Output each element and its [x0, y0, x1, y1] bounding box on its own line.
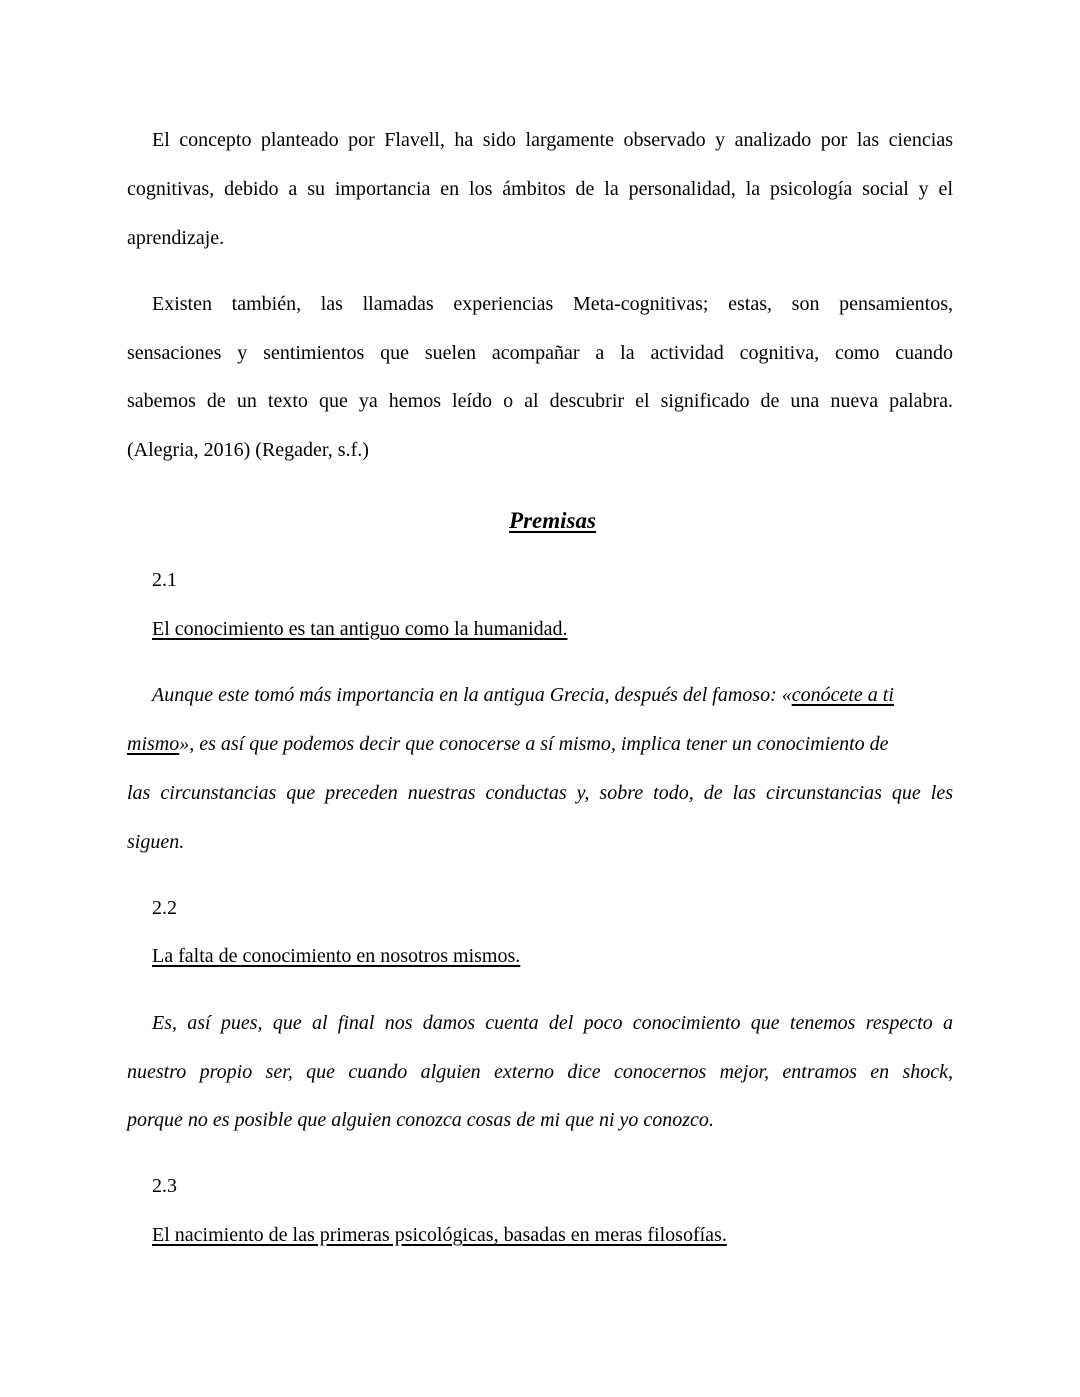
premise-2-line-1: Es, así pues, que al final nos damos cuenta del poco conocimiento que tenemos respecto a	[152, 1012, 953, 1034]
premise-1-line-3: las circunstancias que preceden nuestras conductas y, sobre todo, de las circunstancias que les	[127, 782, 953, 804]
paragraph-1-line-1: El concepto planteado por Flavell, ha sido largamente observado y analizado por las ciencias	[152, 129, 953, 151]
premise-2-line-3: porque no es posible que alguien conozca cosas de mi que ni yo conozco.	[127, 1109, 714, 1131]
premise-1-title: El conocimiento es tan antiguo como la humanidad.	[152, 618, 568, 640]
quote-link-part-2[interactable]: mismo	[127, 733, 180, 755]
premise-3-title: El nacimiento de las primeras psicológicas, basadas en meras filosofías.	[152, 1224, 727, 1246]
section-heading: Premisas	[509, 508, 596, 533]
quote-link-part-1[interactable]: conócete a ti	[791, 684, 894, 706]
premise-3-number: 2.3	[152, 1175, 177, 1197]
premise-2-title-row	[152, 944, 953, 968]
paragraph-1-line-3: aprendizaje.	[127, 227, 225, 249]
premise-1-line-1	[152, 683, 960, 707]
premise-2-line-2: nuestro propio ser, que cuando alguien externo dice conocernos mejor, entramos en shock,	[127, 1061, 953, 1083]
premise-1-line-2	[127, 732, 953, 756]
premise-1-number: 2.1	[152, 569, 177, 591]
paragraph-2-line-2: sensaciones y sentimientos que suelen acompañar a la actividad cognitiva, como cuando	[127, 342, 953, 364]
paragraph-2-line-4: (Alegria, 2016) (Regader, s.f.)	[127, 439, 369, 461]
premise-1-line-4: siguen.	[127, 831, 185, 853]
premise-1-title-row	[152, 617, 953, 641]
premise-1-line-1-text: Aunque este tomó más importancia en la antigua Grecia, después del famoso: «	[152, 684, 792, 706]
premise-3-title-row	[152, 1223, 953, 1247]
paragraph-2-line-3: sabemos de un texto que ya hemos leído o al descubrir el significado de una nueva palabra.	[127, 390, 953, 412]
premise-1-line-2-text: », es así que podemos decir que conocerse a sí mismo, implica tener un conocimiento de	[179, 733, 889, 755]
paragraph-2-line-1: Existen también, las llamadas experiencias Meta-cognitivas; estas, son pensamientos,	[152, 293, 953, 315]
premise-2-number: 2.2	[152, 897, 177, 919]
paragraph-1-line-2: cognitivas, debido a su importancia en los ámbitos de la personalidad, la psicología social y el	[127, 178, 953, 200]
premise-2-title: La falta de conocimiento en nosotros mismos.	[152, 945, 521, 967]
